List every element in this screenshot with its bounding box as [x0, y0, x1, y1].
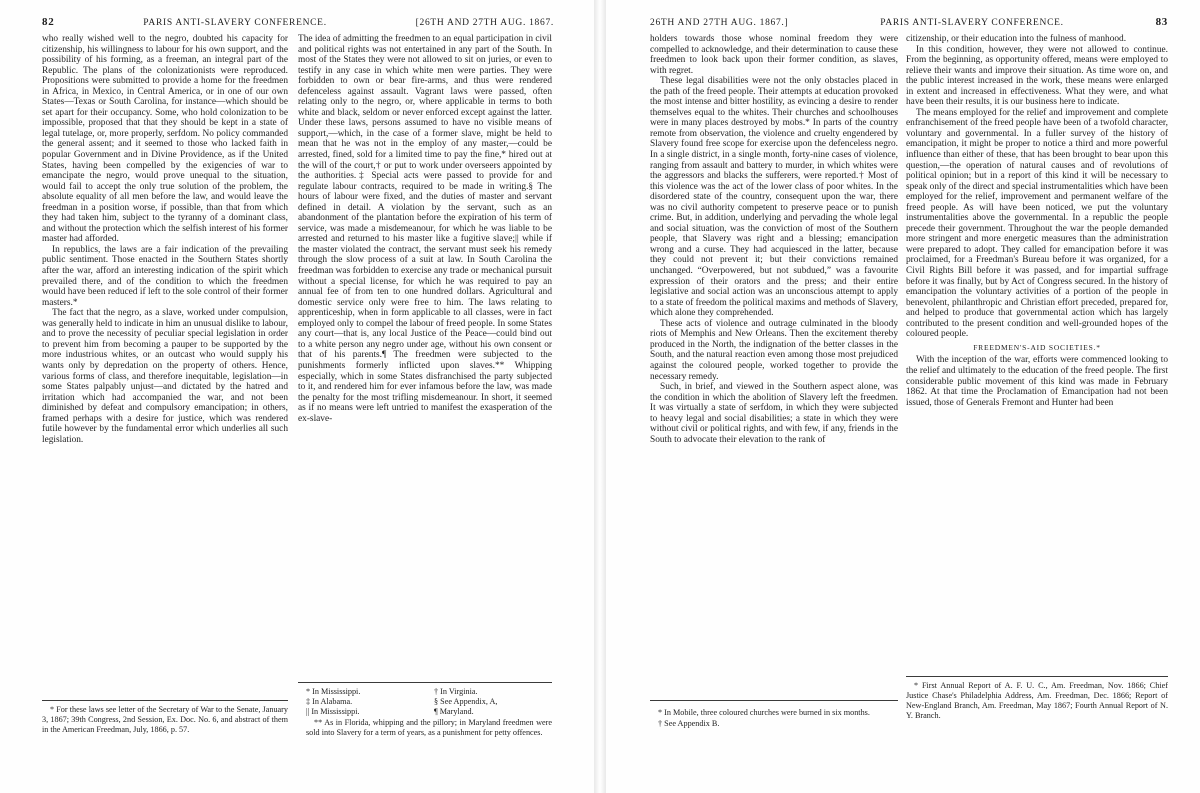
paragraph: Such, in brief, and viewed in the Southern aspect alone, was the condition in which the abolition of Slavery left the freedmen. It was virtually a state of serfdom, in which they were subjected to heavy legal and social disabilities; a state in which they were without civil or political rights, and with few, if any, friends in the South to advocate their elevation to the rank of [650, 382, 898, 445]
left-column-2 [298, 34, 552, 676]
paragraph: With the inception of the war, efforts were commenced looking to the relief and ultimately to the education of the freed people. The first considerable public movement of this kind was made in February 1862. At that time the Proclamation of Emancipation had not been issued, those of Generals Fremont and Hunter had been [906, 355, 1168, 408]
right-running-date: 26TH AND 27TH AUG. 1867.] [650, 18, 789, 28]
right-page-number: 83 [1155, 16, 1168, 28]
footnote: * In Mobile, three coloured churches were burned in six months. [658, 708, 870, 717]
paragraph: The means employed for the relief and improvement and complete enfranchisement of the freed people have been of a twofold character, voluntary and governmental. In a fuller survey of the history of emancipation, it might be proper to notice a third and more powerful influence than either of these, that has been brought to bear upon this question,—the operation of natural causes and of revolutions of political opinion; but in a report of this kind it will be necessary to speak only of the direct and special instrumentalities which have been employed for the relief, improvement and permanent welfare of the freed people. As will have been noticed, we put the voluntary instrumentalities above the governmental. In a republic the people precede their government. Throughout the war the people demanded more stringent and more energetic measures than the administration were prepared to adopt. They called for emancipation before it was proclaimed, for a Freedman's Bureau before it was organized, for a Civil Rights Bill before it was passed, and for impartial suffrage before it was finally, but by Act of Congress secured. In the history of emancipation the voluntary activities of a portion of the people in benevolent, philanthropic and Christian effort preceded, prepared for, and helped to produce that governmental action which has largely contributed to the present condition and well-grounded hopes of the coloured people. [906, 107, 1168, 340]
footnote-list [306, 687, 552, 717]
paragraph: citizenship, or their education into the fulness of manhood. [906, 34, 1127, 44]
footnote-rule [42, 700, 288, 701]
left-running-title: PARIS ANTI-SLAVERY CONFERENCE. [143, 18, 327, 28]
right-footnote-col-1 [650, 708, 898, 730]
paragraph: These acts of violence and outrage culminated in the bloody riots of Memphis and New Orleans. Then the excitement thereby produced in the North, the indignation of the better classes in the South, and the natural reaction even among those most prejudiced against the coloured people, worked together to provide the necessary remedy. [650, 318, 898, 382]
left-running-date: [26TH AND 27TH AUG. 1867. [415, 18, 554, 28]
section-heading: FREEDMEN'S-AID SOCIETIES.* [973, 342, 1101, 352]
paragraph: In this condition, however, they were not allowed to continue. From the beginning, as opportunity offered, means were employed to relieve their wants and improve their situation. As time wore on, and the public interest increased in the work, these means were enlarged in extent and increased in effectiveness. What they were, and what have been their results, it is our business here to indicate. [906, 44, 1168, 108]
book-gutter [594, 0, 606, 793]
footnote: † In Virginia. [434, 687, 478, 696]
footnote: * First Annual Report of A. F. U. C., Am. Freedman, Nov. 1866; Chief Justice Chase's Philadelphia Address, Am. Freedman, Dec. 1866; Report of New-England Branch, Am. Freedman, May 1867; Fourth Annual Report of N. Y. Branch. [906, 681, 1168, 720]
paragraph: The fact that the negro, as a slave, worked under compulsion, was generally held to indicate in him an unusual dislike to labour, and to prove the necessity of peculiar special legislation in order to prevent him from becoming a pauper to be supported by the more industrious whites, or an outcast who would supply his wants only by depredation on the property of others. Hence, various forms of class, and therefore inequitable, legislation—in some States palpably unjust—and dictated by the hatred and irritation which had accompanied the war, and not been diminished by defeat and compulsory emancipation; in others, framed perhaps with a desire for justice, which was rendered futile however by the fundamental error which underlies all such legislation. [42, 308, 288, 445]
paragraph: The idea of admitting the freedmen to an equal participation in civil and political rights was not entertained in any part of the South. In most of the States they were not allowed to sit on juries, or even to testify in any case in which white men were parties. They were forbidden to own or bear fire-arms, and thus were rendered defenceless against assault. Vagrant laws were passed, often relating only to the negro, or, where applicable in terms to both white and black, seldom or never enforced except against the latter. Under these laws, persons assumed to have no visible means of support,—which, in the case of a former slave, might be held to mean that he was not in the employ of any master,—could be arrested, fined, sold for a limited time to pay the fine,* hired out at the will of the court,† or put to work under overseers appointed by the authorities.‡ Special acts were passed to provide for and regulate labour contracts, required to be made in writing.§ The hours of labour were fixed, and the duties of master and servant defined in detail. A violation by the servant, such as an abandonment of the plantation before the expiration of his term of service, was made a misdemeanour, for which he was liable to be arrested and returned to his master like a fugitive slave;|| while if the master violated the contract, the servant must seek his remedy through the slow process of a suit at law. In South Carolina the freedman was forbidden to exercise any trade or mechanical pursuit without a special license, for which he was required to pay an annual fee of from ten to one hundred dollars. Agricultural and domestic service only were free to him. The laws relating to apprenticeship, when in form applicable to all classes, were in fact employed only to compel the labour of freed people. In some States any court—that is, any local Justice of the Peace—could bind out to a white person any negro under age, without his own consent or that of his parents.¶ The freedmen were subjected to the punishments formerly inflicted upon slaves.** Whipping especially, which in some States disfranchised the party subjected to it, and rendered him for ever infamous before the law, was made the penalty for the most trifling misdemeanour. In short, it seemed as if no means were left untried to manifest the exasperation of the ex-slave- [298, 34, 552, 424]
right-page [606, 0, 1200, 793]
footnote-rule [650, 700, 898, 701]
footnote: * For these laws see letter of the Secretary of War to the Senate, January 3, 1867; 39th Congress, 2nd Session, Ex. Doc. No. 6, and abstract of them in the American Freedman, July, 1866, p. 57. [42, 705, 288, 734]
footnote-rule [298, 682, 552, 683]
left-page [0, 0, 594, 793]
right-column-2 [906, 34, 1168, 668]
left-page-number: 82 [42, 16, 55, 28]
paragraph: holders towards those whose nominal freedom they were compelled to acknowledge, and their determination to cause these freedmen to look back upon their former condition, as slaves, with regret. [650, 34, 898, 76]
right-column-1 [650, 34, 898, 674]
right-footnote-col-2 [906, 681, 1168, 722]
left-footnote-col-2 [306, 687, 552, 739]
footnote: ** As in Florida, whipping and the pillory; in Maryland freedmen were sold into Slavery for a term of years, as a punishment for petty offences. [306, 718, 552, 737]
footnote: || In Mississippi. [306, 707, 360, 716]
footnote-rule [906, 676, 1168, 677]
footnote: ¶ Maryland. [434, 707, 474, 716]
paragraph: who really wished well to the negro, doubted his capacity for citizenship, his willingness to labour for his own support, and the possibility of his forming, as a freeman, an integral part of the Republic. The plans of the colonizationists were reproduced. Propositions were submitted to provide a home for the freedmen in Africa, in Mexico, in Central America, or in one of our own States—Texas or South Carolina, for instance—which should be set apart for their occupancy. Some, who hold colonization to be impossible, proposed that that they should be kept in a state of legal tutelage, or, more properly, serfdom. No policy commanded the general assent; and it seemed to those who lacked faith in popular Government and in Divine Providence, as if the United States, having been compelled by the exigencies of war to emancipate the negro, would prove unequal to the situation, would fail to accept the only true solution of the problem, the absolute equality of all men before the law, and would leave the freedman in a position worse, if possible, than that from which they had taken him, subject to the tyranny of a dominant class, and without the protection which the selfish interest of his former master had afforded. [42, 34, 288, 245]
paragraph: In republics, the laws are a fair indication of the prevailing public sentiment. Those enacted in the Southern States shortly after the war, afford an interesting indication of the spirit which prevailed there, and of the condition to which the freedmen would have been reduced if left to the sole control of their former masters.* [42, 244, 288, 308]
footnote: ‡ In Alabama. [306, 697, 353, 706]
left-footnote-col-1 [42, 705, 288, 736]
left-column-1 [42, 34, 288, 684]
left-running-head [42, 16, 554, 30]
paragraph: These legal disabilities were not the only obstacles placed in the path of the freed people. Their attempts at education provoked the most intense and bitter hostility, as evincing a desire to render themselves equal to the whites. Their churches and schoolhouses were in many places destroyed by mobs.* In parts of the country remote from observation, the violence and cruelty engendered by Slavery found free scope for exercise upon the defenceless negro. In a single district, in a single month, forty-nine cases of violence, ranging from assault and battery to murder, in which whites were the aggressors and blacks the sufferers, were reported.† Most of this violence was the act of the lower class of poor whites. In the disordered state of the country, consequent upon the war, there was no civil authority competent to preserve peace or to punish crime. But, in addition, underlying and pervading the whole legal and social situation, was the conviction of most of the Southern people, that Slavery was right and a blessing; emancipation wrong and a curse. They had acquiesced in the latter, because they could not prevent it; but their convictions remained unchanged. “Overpowered, but not subdued,” was a favourite expression of their orators and the press; and their entire legislative and social action was an unconscious attempt to apply to a state of freedom the political maxims and methods of Slavery, which alone they comprehended. [650, 76, 898, 319]
footnote: † See Appendix B. [658, 719, 720, 728]
footnote: * In Mississippi. [306, 687, 361, 696]
right-running-title: PARIS ANTI-SLAVERY CONFERENCE. [880, 18, 1064, 28]
footnote: § See Appendix, A, [434, 697, 498, 706]
right-running-head [650, 16, 1168, 30]
